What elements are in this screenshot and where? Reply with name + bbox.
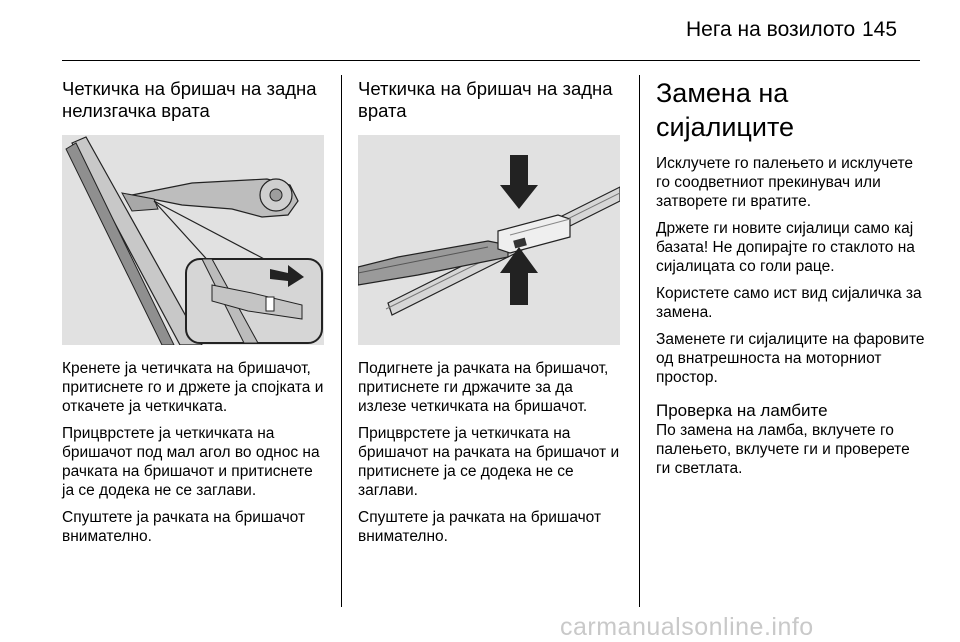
- column-divider: [639, 75, 640, 607]
- page-number: 145: [862, 18, 898, 41]
- instruction-paragraph: Држете ги новите сијалици само кај базата! Не допирајте го стаклото на сијалицата со голи раце.: [656, 220, 915, 275]
- page-header: [0, 0, 960, 60]
- instruction-paragraph: Прицврстете ја четкичката на бришачот на рачката на бришачот и притиснете ја се додека не се заглави.: [358, 425, 620, 499]
- column-divider: [341, 75, 342, 607]
- section-heading: Замена на сијалиците: [656, 78, 795, 142]
- instruction-paragraph: Прицврстете ја четкичката на бришачот под мал агол во однос на рачката на бришачот и притиснете ја се додека не се заглави.: [62, 425, 320, 499]
- instruction-paragraph: Подигнете ја рачката на бришачот, притиснете ги држачите за да излезе четкичката на бришачот.: [358, 360, 609, 415]
- rear-wiper-blade-removal-illustration: [62, 135, 324, 345]
- instruction-paragraph: По замена на ламба, вклучете го палењето, вклучете ги и проверете ги светлата.: [656, 422, 910, 477]
- rear-door-wiper-blade-clip-illustration: [358, 135, 620, 345]
- watermark: carmanualsonline.info: [560, 613, 814, 641]
- instruction-paragraph: Спуштете ја рачката на бришачот внимателно.: [358, 509, 602, 545]
- column-bulb-replacement: [656, 76, 926, 478]
- header-divider: [62, 60, 920, 61]
- subsection-heading: Проверка на ламбите: [656, 401, 828, 420]
- wiper-blade-figure: [358, 135, 620, 345]
- instruction-paragraph: Користете само ист вид сијаличка за замена.: [656, 285, 922, 321]
- instruction-paragraph: Кренете ја четичката на бришачот, притиснете го и држете ја спојката и откачете ја четкичката.: [62, 360, 324, 415]
- instruction-paragraph: Исклучете го палењето и исклучете го соодветниот прекинувач или затворете ги вратите.: [656, 155, 913, 210]
- column-rear-sliding-door-wiper: [62, 78, 326, 546]
- section-title: Нега на возилото: [686, 18, 856, 41]
- section-heading: Четкичка на бришач на задна врата: [358, 78, 613, 121]
- section-heading: Четкичка на бришач на задна нелизгачка врата: [62, 78, 317, 121]
- wiper-blade-figure: [62, 135, 324, 345]
- instruction-paragraph: Спуштете ја рачката на бришачот внимателно.: [62, 509, 306, 545]
- instruction-paragraph: Заменете ги сијалиците на фаровите од внатрешноста на моторниот простор.: [656, 331, 925, 386]
- column-rear-door-wiper: [358, 78, 622, 546]
